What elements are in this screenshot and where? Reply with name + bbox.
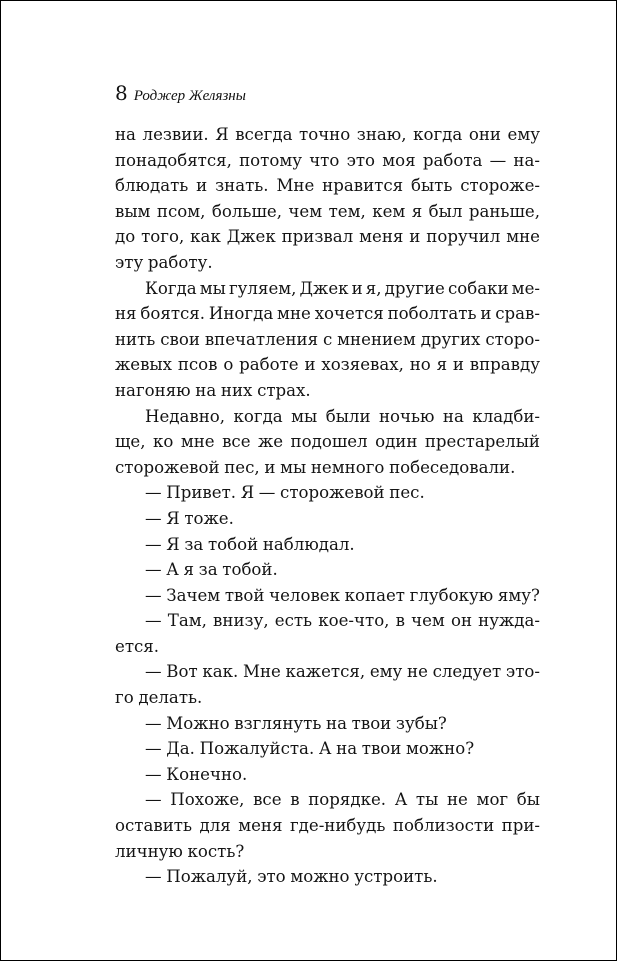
- text-line: — Конечно.: [145, 764, 248, 784]
- page-number: 8: [115, 81, 128, 105]
- text-line: нить свои впечатления с мнением других сторо-: [115, 329, 540, 349]
- text-line: — Я тоже.: [145, 508, 234, 528]
- text-line: блюдать и знать. Мне нравится быть стороже-: [115, 176, 540, 196]
- text-line: — А я за тобой.: [145, 560, 278, 580]
- header-author: Роджер Желязны: [133, 88, 246, 104]
- text-line: — Да. Пожалуйста. А на твои можно?: [145, 739, 475, 759]
- text-line: до того, как Джек призвал меня и поручил мне: [115, 227, 540, 247]
- text-line: жевых псов о работе и хозяевах, но я и вправду: [115, 355, 540, 375]
- text-line: эту работу.: [115, 252, 213, 272]
- text-line: Когда мы гуляем, Джек и я, другие собаки ме-: [145, 278, 540, 298]
- text-line: — Вот как. Мне кажется, ему не следует это-: [145, 662, 540, 682]
- text-line: ется.: [115, 636, 160, 656]
- body-text: [115, 122, 540, 890]
- text-line: ня боятся. Иногда мне хочется поболтать и срав-: [115, 304, 540, 324]
- text-line: — Привет. Я — сторожевой пес.: [145, 483, 425, 503]
- text-line: го делать.: [115, 688, 203, 708]
- text-line: вым псом, больше, чем тем, кем я был раньше,: [115, 201, 540, 221]
- text-line: Недавно, когда мы были ночью на кладби-: [145, 406, 540, 426]
- text-line: сторожевой пес, и мы немного побеседовали.: [115, 457, 516, 477]
- text-line: — Зачем твой человек копает глубокую яму?: [145, 585, 540, 605]
- running-header: [115, 81, 246, 111]
- text-line: оставить для меня где-нибудь поблизости при-: [115, 816, 540, 836]
- text-line: — Я за тобой наблюдал.: [145, 534, 355, 554]
- text-line: понадобятся, потому что это моя работа — на-: [115, 150, 540, 170]
- text-line: — Похоже, все в порядке. А ты не мог бы: [145, 790, 540, 810]
- text-line: — Можно взглянуть на твои зубы?: [145, 713, 447, 733]
- text-line: на лезвии. Я всегда точно знаю, когда они ему: [115, 125, 540, 144]
- text-line: — Пожалуй, это можно устроить.: [145, 867, 438, 887]
- text-line: личную кость?: [115, 841, 245, 861]
- text-line: ще, ко мне все же подошел один престарелый: [115, 432, 540, 452]
- text-line: нагоняю на них страх.: [115, 380, 311, 400]
- text-line: — Там, внизу, есть кое-что, в чем он нужда-: [145, 611, 540, 631]
